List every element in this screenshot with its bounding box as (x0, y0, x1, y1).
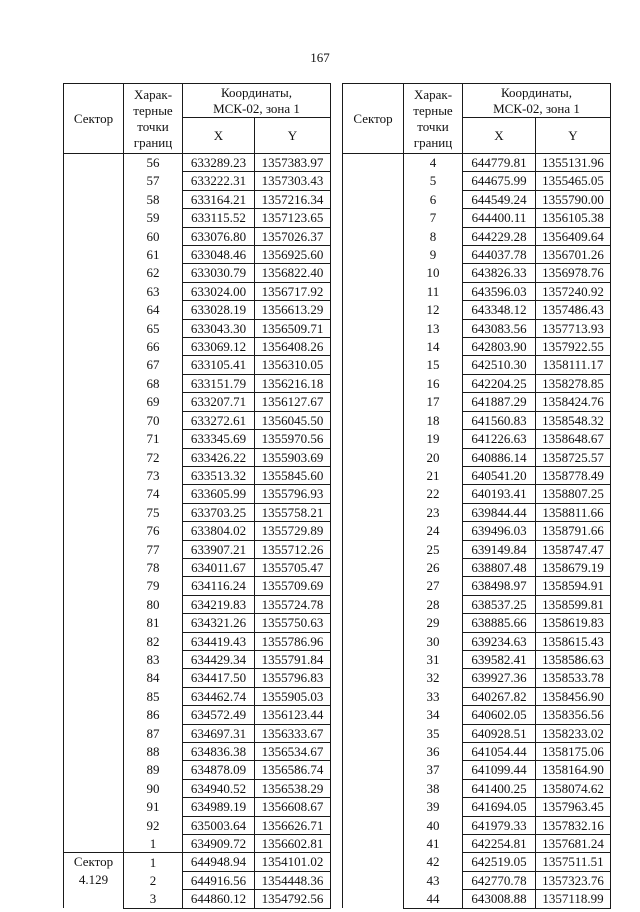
point-cell: 42 (404, 853, 463, 871)
x-cell: 644779.81 (463, 154, 536, 172)
y-cell: 1356717.92 (255, 282, 331, 300)
point-cell: 41 (404, 835, 463, 853)
x-cell: 640928.51 (463, 724, 536, 742)
x-cell: 633513.32 (183, 466, 255, 484)
y-cell: 1355131.96 (536, 154, 611, 172)
header-sector: Сектор (64, 84, 124, 154)
header-y: Y (536, 118, 611, 154)
y-cell: 1355724.78 (255, 595, 331, 613)
header-x: X (183, 118, 255, 154)
x-cell: 644860.12 (183, 890, 255, 908)
point-cell: 78 (124, 558, 183, 576)
point-cell: 13 (404, 319, 463, 337)
point-cell: 56 (124, 154, 183, 172)
point-cell: 3 (124, 890, 183, 908)
point-cell: 20 (404, 448, 463, 466)
point-cell: 32 (404, 669, 463, 687)
point-cell: 37 (404, 761, 463, 779)
y-cell: 1356586.74 (255, 761, 331, 779)
y-cell: 1357323.76 (536, 871, 611, 889)
sector-cell (64, 154, 124, 853)
y-cell: 1355791.84 (255, 650, 331, 668)
x-cell: 634429.34 (183, 650, 255, 668)
y-cell: 1357123.65 (255, 209, 331, 227)
y-cell: 1356123.44 (255, 706, 331, 724)
point-cell: 23 (404, 503, 463, 521)
y-cell: 1355712.26 (255, 540, 331, 558)
x-cell: 633151.79 (183, 374, 255, 392)
x-cell: 640267.82 (463, 687, 536, 705)
x-cell: 643596.03 (463, 282, 536, 300)
header-points: Харак- терные точки границ (124, 84, 183, 154)
point-cell: 12 (404, 301, 463, 319)
x-cell: 633115.52 (183, 209, 255, 227)
point-cell: 63 (124, 282, 183, 300)
point-cell: 22 (404, 485, 463, 503)
x-cell: 642254.81 (463, 835, 536, 853)
x-cell: 643008.88 (463, 890, 536, 908)
point-cell: 65 (124, 319, 183, 337)
y-cell: 1356608.67 (255, 798, 331, 816)
y-cell: 1355903.69 (255, 448, 331, 466)
y-cell: 1358747.47 (536, 540, 611, 558)
y-cell: 1358074.62 (536, 779, 611, 797)
point-cell: 7 (404, 209, 463, 227)
y-cell: 1356538.29 (255, 779, 331, 797)
x-cell: 634011.67 (183, 558, 255, 576)
x-cell: 634219.83 (183, 595, 255, 613)
y-cell: 1356127.67 (255, 393, 331, 411)
point-cell: 83 (124, 650, 183, 668)
y-cell: 1355750.63 (255, 614, 331, 632)
x-cell: 634321.26 (183, 614, 255, 632)
point-cell: 5 (404, 172, 463, 190)
y-cell: 1358456.90 (536, 687, 611, 705)
y-cell: 1356310.05 (255, 356, 331, 374)
y-cell: 1354448.36 (255, 871, 331, 889)
y-cell: 1358811.66 (536, 503, 611, 521)
y-cell: 1356409.64 (536, 227, 611, 245)
point-cell: 15 (404, 356, 463, 374)
point-cell: 8 (404, 227, 463, 245)
y-cell: 1357486.43 (536, 301, 611, 319)
x-cell: 639496.03 (463, 522, 536, 540)
y-cell: 1355465.05 (536, 172, 611, 190)
y-cell: 1356822.40 (255, 264, 331, 282)
x-cell: 642510.30 (463, 356, 536, 374)
point-cell: 68 (124, 374, 183, 392)
point-cell: 39 (404, 798, 463, 816)
y-cell: 1358648.67 (536, 430, 611, 448)
y-cell: 1358807.25 (536, 485, 611, 503)
y-cell: 1358356.56 (536, 706, 611, 724)
point-cell: 71 (124, 430, 183, 448)
point-cell: 1 (124, 853, 183, 871)
x-cell: 641694.05 (463, 798, 536, 816)
x-cell: 639844.44 (463, 503, 536, 521)
y-cell: 1355729.89 (255, 522, 331, 540)
y-cell: 1358725.57 (536, 448, 611, 466)
x-cell: 634989.19 (183, 798, 255, 816)
y-cell: 1356602.81 (255, 835, 331, 853)
x-cell: 644916.56 (183, 871, 255, 889)
point-cell: 62 (124, 264, 183, 282)
x-cell: 633164.21 (183, 190, 255, 208)
point-cell: 18 (404, 411, 463, 429)
table-row (64, 154, 331, 172)
point-cell: 16 (404, 374, 463, 392)
x-cell: 641400.25 (463, 779, 536, 797)
y-cell: 1357963.45 (536, 798, 611, 816)
point-cell: 28 (404, 595, 463, 613)
x-cell: 633703.25 (183, 503, 255, 521)
point-cell: 10 (404, 264, 463, 282)
x-cell: 641054.44 (463, 743, 536, 761)
x-cell: 638498.97 (463, 577, 536, 595)
point-cell: 88 (124, 743, 183, 761)
y-cell: 1358164.90 (536, 761, 611, 779)
point-cell: 17 (404, 393, 463, 411)
x-cell: 638885.66 (463, 614, 536, 632)
point-cell: 24 (404, 522, 463, 540)
x-cell: 639234.63 (463, 632, 536, 650)
point-cell: 86 (124, 706, 183, 724)
y-cell: 1357922.55 (536, 338, 611, 356)
x-cell: 644400.11 (463, 209, 536, 227)
point-cell: 60 (124, 227, 183, 245)
point-cell: 79 (124, 577, 183, 595)
y-cell: 1358599.81 (536, 595, 611, 613)
y-cell: 1355796.83 (255, 669, 331, 687)
x-cell: 643083.56 (463, 319, 536, 337)
x-cell: 644549.24 (463, 190, 536, 208)
point-cell: 2 (124, 871, 183, 889)
y-cell: 1354101.02 (255, 853, 331, 871)
point-cell: 69 (124, 393, 183, 411)
point-cell: 85 (124, 687, 183, 705)
point-cell: 27 (404, 577, 463, 595)
x-cell: 643826.33 (463, 264, 536, 282)
point-cell: 44 (404, 890, 463, 908)
x-cell: 634697.31 (183, 724, 255, 742)
point-cell: 72 (124, 448, 183, 466)
y-cell: 1355786.96 (255, 632, 331, 650)
y-cell: 1356925.60 (255, 246, 331, 264)
y-cell: 1354792.56 (255, 890, 331, 908)
point-cell: 4 (404, 154, 463, 172)
point-cell: 59 (124, 209, 183, 227)
y-cell: 1358679.19 (536, 558, 611, 576)
point-cell: 6 (404, 190, 463, 208)
point-cell: 67 (124, 356, 183, 374)
y-cell: 1358594.91 (536, 577, 611, 595)
x-cell: 633207.71 (183, 393, 255, 411)
point-cell: 77 (124, 540, 183, 558)
point-cell: 33 (404, 687, 463, 705)
sector-cell (343, 154, 404, 909)
point-cell: 61 (124, 246, 183, 264)
x-cell: 634940.52 (183, 779, 255, 797)
table-row (64, 853, 331, 871)
x-cell: 634417.50 (183, 669, 255, 687)
y-cell: 1358586.63 (536, 650, 611, 668)
y-cell: 1357303.43 (255, 172, 331, 190)
point-cell: 21 (404, 466, 463, 484)
point-cell: 31 (404, 650, 463, 668)
header-y: Y (255, 118, 331, 154)
point-cell: 58 (124, 190, 183, 208)
y-cell: 1355709.69 (255, 577, 331, 595)
y-cell: 1355905.03 (255, 687, 331, 705)
x-cell: 641099.44 (463, 761, 536, 779)
point-cell: 91 (124, 798, 183, 816)
point-cell: 80 (124, 595, 183, 613)
y-cell: 1356534.67 (255, 743, 331, 761)
x-cell: 635003.64 (183, 816, 255, 834)
y-cell: 1356509.71 (255, 319, 331, 337)
y-cell: 1356045.50 (255, 411, 331, 429)
point-cell: 35 (404, 724, 463, 742)
point-cell: 19 (404, 430, 463, 448)
x-cell: 633028.19 (183, 301, 255, 319)
point-cell: 29 (404, 614, 463, 632)
y-cell: 1357118.99 (536, 890, 611, 908)
y-cell: 1358175.06 (536, 743, 611, 761)
x-cell: 633272.61 (183, 411, 255, 429)
y-cell: 1355705.47 (255, 558, 331, 576)
point-cell: 89 (124, 761, 183, 779)
x-cell: 644948.94 (183, 853, 255, 871)
y-cell: 1357681.24 (536, 835, 611, 853)
y-cell: 1356613.29 (255, 301, 331, 319)
y-cell: 1357511.51 (536, 853, 611, 871)
x-cell: 641226.63 (463, 430, 536, 448)
x-cell: 640193.41 (463, 485, 536, 503)
x-cell: 633289.23 (183, 154, 255, 172)
x-cell: 641887.29 (463, 393, 536, 411)
y-cell: 1357240.92 (536, 282, 611, 300)
y-cell: 1358278.85 (536, 374, 611, 392)
y-cell: 1358615.43 (536, 632, 611, 650)
header-x: X (463, 118, 536, 154)
y-cell: 1358111.17 (536, 356, 611, 374)
point-cell: 40 (404, 816, 463, 834)
point-cell: 75 (124, 503, 183, 521)
point-cell: 87 (124, 724, 183, 742)
y-cell: 1356105.38 (536, 209, 611, 227)
y-cell: 1355796.93 (255, 485, 331, 503)
coordinates-table-left (63, 83, 331, 909)
point-cell: 25 (404, 540, 463, 558)
x-cell: 634836.38 (183, 743, 255, 761)
x-cell: 638807.48 (463, 558, 536, 576)
y-cell: 1357026.37 (255, 227, 331, 245)
header-coordinates: Координаты, МСК-02, зона 1 (463, 84, 611, 118)
point-cell: 82 (124, 632, 183, 650)
page-number: 167 (310, 50, 330, 65)
table-body-right (343, 154, 611, 909)
point-cell: 30 (404, 632, 463, 650)
x-cell: 634116.24 (183, 577, 255, 595)
point-cell: 43 (404, 871, 463, 889)
y-cell: 1357713.93 (536, 319, 611, 337)
y-cell: 1355845.60 (255, 466, 331, 484)
x-cell: 633030.79 (183, 264, 255, 282)
point-cell: 64 (124, 301, 183, 319)
x-cell: 639927.36 (463, 669, 536, 687)
y-cell: 1356216.18 (255, 374, 331, 392)
x-cell: 641560.83 (463, 411, 536, 429)
coordinates-table-right (342, 83, 611, 909)
y-cell: 1357216.34 (255, 190, 331, 208)
sector-cell: Сектор 4.129 (64, 853, 124, 908)
table-row (343, 154, 611, 172)
y-cell: 1358548.32 (536, 411, 611, 429)
point-cell: 66 (124, 338, 183, 356)
y-cell: 1358424.76 (536, 393, 611, 411)
y-cell: 1358778.49 (536, 466, 611, 484)
point-cell: 34 (404, 706, 463, 724)
y-cell: 1358233.02 (536, 724, 611, 742)
point-cell: 81 (124, 614, 183, 632)
x-cell: 633076.80 (183, 227, 255, 245)
y-cell: 1357383.97 (255, 154, 331, 172)
point-cell: 9 (404, 246, 463, 264)
x-cell: 640886.14 (463, 448, 536, 466)
point-cell: 76 (124, 522, 183, 540)
x-cell: 638537.25 (463, 595, 536, 613)
point-cell: 11 (404, 282, 463, 300)
x-cell: 644675.99 (463, 172, 536, 190)
x-cell: 634419.43 (183, 632, 255, 650)
x-cell: 633426.22 (183, 448, 255, 466)
x-cell: 633069.12 (183, 338, 255, 356)
x-cell: 634572.49 (183, 706, 255, 724)
x-cell: 633222.31 (183, 172, 255, 190)
header-points: Харак- терные точки границ (404, 84, 463, 154)
x-cell: 642770.78 (463, 871, 536, 889)
x-cell: 644037.78 (463, 246, 536, 264)
y-cell: 1356701.26 (536, 246, 611, 264)
point-cell: 1 (124, 835, 183, 853)
point-cell: 90 (124, 779, 183, 797)
x-cell: 639582.41 (463, 650, 536, 668)
x-cell: 642803.90 (463, 338, 536, 356)
table-body-left (64, 154, 331, 909)
x-cell: 633907.21 (183, 540, 255, 558)
y-cell: 1356978.76 (536, 264, 611, 282)
y-cell: 1355790.00 (536, 190, 611, 208)
x-cell: 634462.74 (183, 687, 255, 705)
x-cell: 633043.30 (183, 319, 255, 337)
x-cell: 633048.46 (183, 246, 255, 264)
y-cell: 1355970.56 (255, 430, 331, 448)
point-cell: 26 (404, 558, 463, 576)
y-cell: 1356626.71 (255, 816, 331, 834)
x-cell: 633024.00 (183, 282, 255, 300)
x-cell: 633345.69 (183, 430, 255, 448)
point-cell: 14 (404, 338, 463, 356)
point-cell: 57 (124, 172, 183, 190)
y-cell: 1358791.66 (536, 522, 611, 540)
x-cell: 643348.12 (463, 301, 536, 319)
y-cell: 1355758.21 (255, 503, 331, 521)
x-cell: 633804.02 (183, 522, 255, 540)
x-cell: 641979.33 (463, 816, 536, 834)
point-cell: 36 (404, 743, 463, 761)
y-cell: 1358619.83 (536, 614, 611, 632)
point-cell: 92 (124, 816, 183, 834)
x-cell: 633105.41 (183, 356, 255, 374)
x-cell: 633605.99 (183, 485, 255, 503)
point-cell: 73 (124, 466, 183, 484)
x-cell: 644229.28 (463, 227, 536, 245)
x-cell: 642204.25 (463, 374, 536, 392)
header-sector: Сектор (343, 84, 404, 154)
y-cell: 1356408.26 (255, 338, 331, 356)
point-cell: 38 (404, 779, 463, 797)
y-cell: 1358533.78 (536, 669, 611, 687)
y-cell: 1357832.16 (536, 816, 611, 834)
header-coordinates: Координаты, МСК-02, зона 1 (183, 84, 331, 118)
x-cell: 634878.09 (183, 761, 255, 779)
x-cell: 639149.84 (463, 540, 536, 558)
point-cell: 84 (124, 669, 183, 687)
point-cell: 70 (124, 411, 183, 429)
y-cell: 1356333.67 (255, 724, 331, 742)
x-cell: 640602.05 (463, 706, 536, 724)
x-cell: 640541.20 (463, 466, 536, 484)
x-cell: 642519.05 (463, 853, 536, 871)
point-cell: 74 (124, 485, 183, 503)
x-cell: 634909.72 (183, 835, 255, 853)
